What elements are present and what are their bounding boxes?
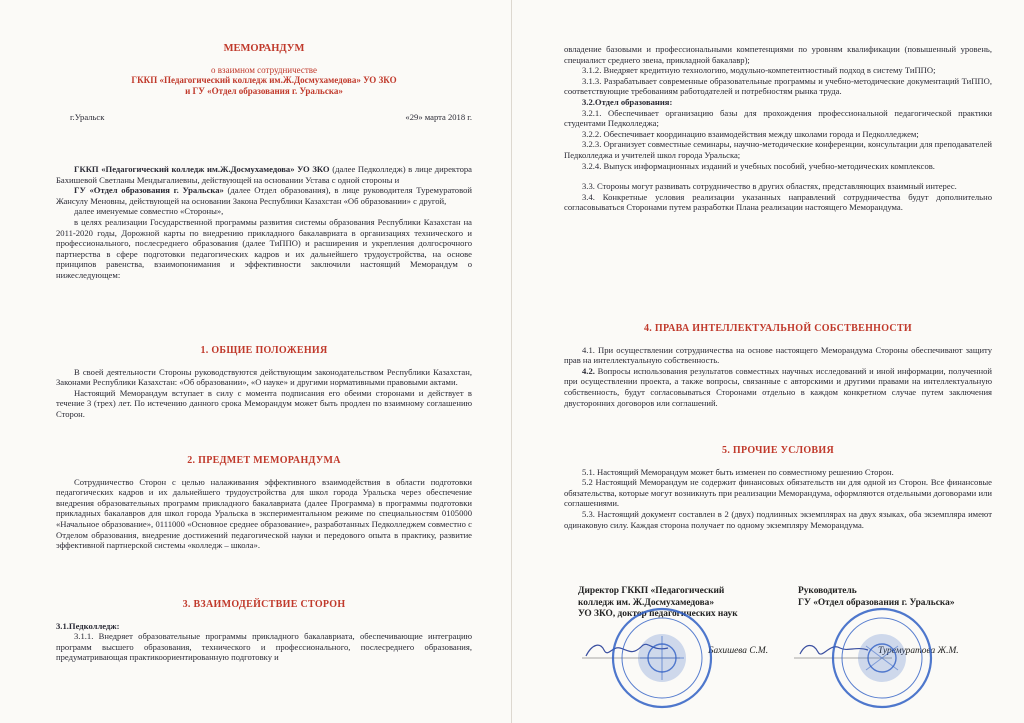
- section-5-3: 5.3. Настоящий документ составлен в 2 (двух) подлинных экземплярах на двух языках, оба экземпляра имеют одинаковую силу. Каждая сторона получает по одному экземпляру Меморандума.: [564, 508, 992, 530]
- intro-paragraph-2: ГУ «Отдел образования г. Уральска» (далее Отдел образования), в лице руководителя Туремуратовой Жансулу Меновны, действующей на основании Закона Республики Казахстан «Об образовании» с другой,: [56, 185, 472, 206]
- college-signer-title-1: Директор ГККП «Педагогический: [578, 586, 725, 596]
- department-signer-title-2: ГУ «Отдел образования г. Уральска»: [798, 597, 955, 608]
- party-2-name: ГУ «Отдел образования г. Уральска»: [74, 185, 224, 196]
- section-5-2: 5.2 Настоящий Меморандум не содержит финансовых обязательств ни для одной из Сторон. Все финансовые обязательства, которые могут возникнуть при реализации Меморандума, оформляются отдельными договорами или соглашениями.: [564, 477, 992, 509]
- section-1-heading: 1. ОБЩИЕ ПОЛОЖЕНИЯ: [200, 345, 328, 356]
- college-stamp: [610, 606, 714, 710]
- party-1-name: ГККП «Педагогический колледж им.Ж.Досмухамедова» УО ЗКО: [74, 164, 330, 174]
- section-1: [56, 346, 472, 420]
- section-3-1-2: 3.1.2. Внедряет кредитную технологию, модульно-компетентностный подход в систему ТиППО;: [582, 65, 936, 76]
- section-2-heading: 2. ПРЕДМЕТ МЕМОРАНДУМА: [187, 455, 341, 466]
- memo-title: МЕМОРАНДУМ: [223, 43, 305, 54]
- section-3-1-1: 3.1.1. Внедряет образовательные программы прикладного бакалавриата, обеспечивающие интеграцию программ высшего образования, технического и профессионального, послесреднего образования, предуматривающая практикоориентированную подготовку и: [56, 631, 472, 663]
- section-3-2-1: 3.2.1. Обеспечивает организацию базы для прохождения профессиональной педагогической практики студентами Педколледжа;: [564, 107, 992, 129]
- section-1-paragraph-2: Настоящий Меморандум вступает в силу с момента подписания его обеими сторонами и действует в течение 3 (трех) лет. По истечению данного срока Меморандум может быть продлен по взаимному соглашению Сторон.: [56, 387, 472, 419]
- intro-paragraph-1: ГККП «Педагогический колледж им.Ж.Досмухамедова» УО ЗКО (далее Педколледж) в лице директора Бахишевой Светланы Мендыгалиевны, действующей на основании Устава с одной стороны и: [56, 164, 472, 185]
- section-4-heading: 4. ПРАВА ИНТЕЛЛЕКТУАЛЬНОЙ СОБСТВЕННОСТИ: [644, 323, 912, 334]
- department-signer-title-1: Руководитель: [798, 586, 857, 596]
- section-2: [56, 456, 472, 551]
- section-3-4: 3.4. Конкретные условия реализации указанных направлений сотрудничества будут дополнительно согласовываться Сторонами путем разработки Плана реализации настоящего Меморандума.: [564, 191, 992, 213]
- intro-paragraph-4: в целях реализации Государственной программы развития системы образования Республики Казахстан на 2011-2020 годы, Дорожной карты по внедрению прикладного бакалавриата в организациях технического и профессионального, послесреднего образования (далее ТиППО) и расширения и укрепления долгосрочного партнерства в сфере подготовки педагогических кадров и их дальнейшего трудоустройства, на основе принципов равенства, взаимопонимания и эффективности заключили настоящий Меморандум о нижеследующем:: [56, 216, 472, 280]
- college-signer-title-3: УО ЗКО, доктор педагогических наук: [578, 609, 738, 619]
- section-3-2-4: 3.2.4. Выпуск информационных изданий и учебных пособий, учебно-методических комплексов.: [582, 160, 935, 171]
- section-4-2: 4.2. Вопросы использования результатов совместных научных исследований и иной информации, полученной при осуществлении проекта, а также вопросы, связанные с авторскими и другими правами на интеллектуальную собственность, будут согласовываться Сторонами отдельно в каждом конкретном случае путем заключения двусторонних договоров или соглашений.: [564, 365, 992, 408]
- memo-subtitle-1: о взаимном сотрудничестве: [211, 64, 317, 75]
- section-3-2-title: 3.2.Отдел образования:: [582, 96, 673, 107]
- intro-paragraph-3: далее именуемые совместно «Стороны»,: [74, 206, 224, 217]
- memorandum-page-2: [512, 0, 1024, 723]
- memo-city: г.Уральск: [70, 112, 105, 122]
- section-3-1-1-continued: овладение базовыми и профессиональными компетенциями по уровням квалификации (повышенный уровень, специалист среднего звена, прикладной бакалавр);: [564, 44, 992, 65]
- section-3-3: 3.3. Стороны могут развивать сотрудничество в других областях, представляющих взаимный интерес.: [582, 181, 957, 192]
- intro-section: [56, 164, 472, 281]
- section-3-2-2: 3.2.2. Обеспечивает координацию взаимодействия между школами города и Педколледжем;: [582, 128, 919, 139]
- section-3-continued: [564, 44, 992, 213]
- department-stamp: [830, 606, 934, 710]
- college-signer-name: Бахишева С.М.: [708, 646, 769, 656]
- memo-subtitle-3: и ГУ «Отдел образования г. Уральска»: [185, 85, 343, 96]
- college-signer-title-2: колледж им. Ж.Досмухамедова»: [578, 597, 715, 608]
- section-3-1-title: 3.1.Педколледж:: [56, 620, 120, 631]
- memo-subtitle-2: ГККП «Педагогический колледж им.Ж.Досмухамедова» УО ЗКО: [131, 75, 397, 86]
- section-4: [564, 324, 992, 408]
- section-1-paragraph-1: В своей деятельности Стороны руководствуются действующим законодательством Республики Казахстан, Законами Республики Казахстан: «Об образовании», «О науке» и другими нормативными правовыми актами.: [56, 366, 472, 388]
- memo-date: «29» марта 2018 г.: [405, 112, 472, 122]
- section-3-2-3: 3.2.3. Организует совместные семинары, научно-методические конференции, консультации для преподавателей Педколледжа и учителей школ города Уральска;: [564, 139, 992, 160]
- section-3-1-3: 3.1.3. Разрабатывает современные образовательные программы и учебно-методические документаций ТиППО, соответствующие требованиям работодателей и потребностям рынка труда.: [564, 75, 992, 97]
- section-3-start: [56, 600, 472, 663]
- section-2-paragraph-1: Сотрудничество Сторон с целью налаживания эффективного взаимодействия в области подготовки педагогических кадров и их дальнейшего трудоустройства для школ города Уральска через обеспечение внедрения образовательных программ прикладного бакалавриата (далее Программа) в программы подготовки прикладных бакалавров для школ города Уральска в экспериментальном режиме по специальностям 0105000 «Начальное образование», 0111000 «Основное среднее образование», разработанных Педколледжем совместно с Отделом образования, внедрение достижений педагогической науки и передового опыта в практику, развитие эффективной партнерской системы «колледж – школа».: [56, 476, 472, 551]
- section-5: [564, 446, 992, 530]
- place-date-row: [56, 112, 472, 123]
- section-5-1: 5.1. Настоящий Меморандум может быть изменен по совместному решению Сторон.: [582, 466, 894, 477]
- section-5-heading: 5. ПРОЧИЕ УСЛОВИЯ: [722, 445, 834, 456]
- department-signer-name: Туремуратова Ж.М.: [878, 646, 959, 656]
- section-3-heading: 3. ВЗАИМОДЕЙСТВИЕ СТОРОН: [182, 599, 346, 610]
- memo-header: [56, 44, 472, 96]
- section-4-1: 4.1. При осуществлении сотрудничества на основе настоящего Меморандума Стороны обеспечивают защиту прав на интеллектуальную собственность.: [564, 344, 992, 366]
